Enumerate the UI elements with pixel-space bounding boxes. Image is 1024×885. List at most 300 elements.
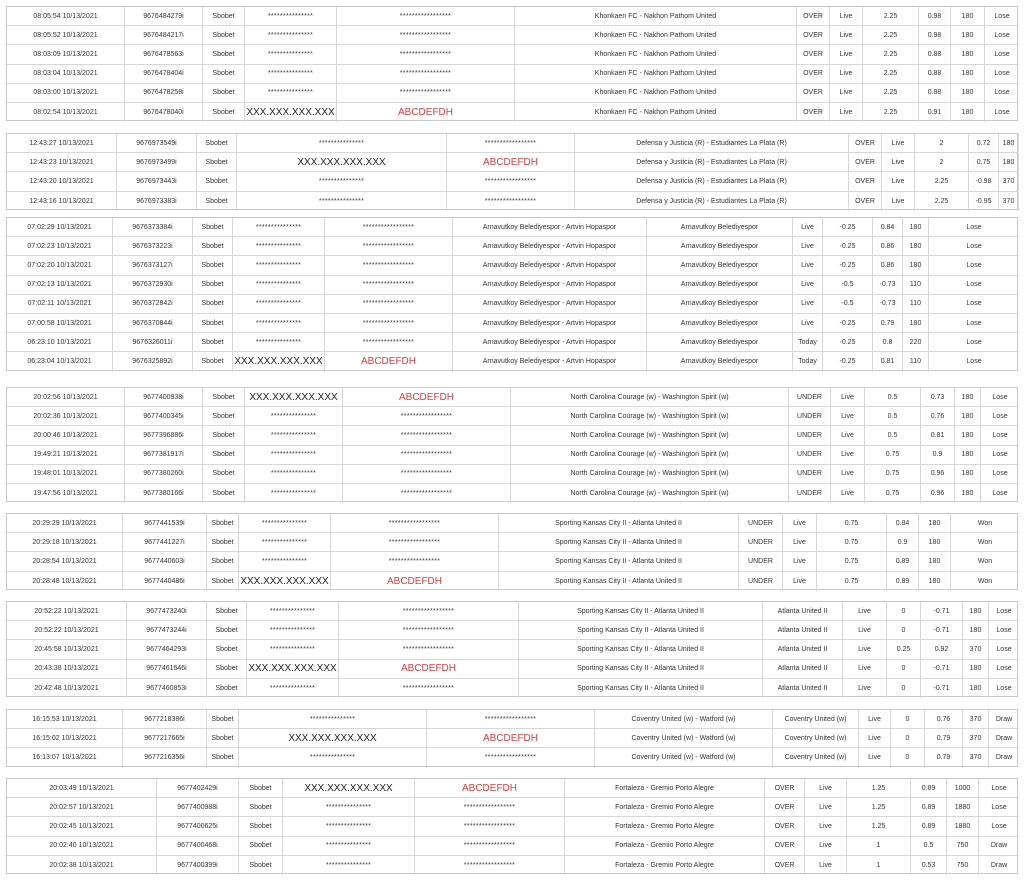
cell-status: Live xyxy=(859,710,891,728)
cell-username: ***************** xyxy=(415,817,565,835)
cell-ip: *************** xyxy=(237,192,447,211)
cell-site: Sbobet xyxy=(207,572,239,591)
cell-time: 07:02:11 10/13/2021 xyxy=(7,295,113,313)
table-row xyxy=(7,256,1017,275)
cell-ip: *************** xyxy=(239,748,427,767)
cell-site: Sbobet xyxy=(193,256,233,274)
cell-ticket-id: 9676973383i xyxy=(117,192,197,211)
cell-result: Lose xyxy=(994,12,1010,20)
cell-username: ABCDEFDH xyxy=(447,153,575,171)
cell-result: Draw xyxy=(995,715,1013,723)
cell-username: ***************** xyxy=(337,45,515,63)
cell-time: 16:15:53 10/13/2021 xyxy=(7,710,123,728)
table-row xyxy=(7,779,1017,798)
table-row xyxy=(7,192,1017,211)
cell-result: Lose xyxy=(996,645,1012,653)
cell-odds: 0.88 xyxy=(919,45,951,63)
cell-bet-type: UNDER xyxy=(789,446,831,464)
cell-handicap: -0.25 xyxy=(823,352,873,371)
cell-result: Lose xyxy=(992,470,1008,478)
cell-bet-type: UNDER xyxy=(789,465,831,483)
cell-result: Lose xyxy=(966,261,982,269)
cell-handicap: 1.25 xyxy=(847,817,911,835)
cell-handicap: 1.25 xyxy=(847,779,911,797)
cell-bet-type: Arnavutkoy Belediyespor xyxy=(647,295,793,313)
cell-username: ***************** xyxy=(325,295,453,313)
cell-username: ***************** xyxy=(339,679,519,698)
table-row xyxy=(7,65,1017,84)
cell-stake: 180 xyxy=(951,84,985,102)
cell-stake: 180 xyxy=(951,45,985,63)
cell-ticket-id: 9677400468i xyxy=(157,837,239,855)
cell-username: ABCDEFDH xyxy=(331,572,499,591)
cell-username: ***************** xyxy=(447,192,575,211)
cell-status: Today xyxy=(793,333,823,351)
cell-username: ***************** xyxy=(337,26,515,44)
table-row xyxy=(7,153,1017,172)
cell-site: Sbobet xyxy=(203,465,245,483)
cell-match: North Carolina Courage (w) - Washington Spirit (w) xyxy=(511,426,789,444)
cell-status: Live xyxy=(843,660,887,678)
cell-handicap: 0.5 xyxy=(865,388,921,406)
table-row xyxy=(7,572,1017,591)
cell-time: 07:02:29 10/13/2021 xyxy=(7,218,113,236)
cell-stake: 180 xyxy=(955,388,981,406)
cell-site: Sbobet xyxy=(207,621,247,639)
cell-odds: 0.98 xyxy=(919,26,951,44)
cell-bet-type: OVER xyxy=(849,134,882,152)
cell-match: Khonkaen FC - Nakhon Pathom United xyxy=(515,7,797,25)
table-row xyxy=(7,407,1017,426)
cell-ticket-id: 9676478563i xyxy=(125,45,203,63)
cell-status: Live xyxy=(793,276,823,294)
cell-handicap: 0 xyxy=(891,748,925,767)
table-row xyxy=(7,465,1017,484)
cell-ticket-id: 9676478040i xyxy=(125,103,203,122)
cell-username: ***************** xyxy=(337,7,515,25)
cell-ticket-id: 9677473240i xyxy=(127,602,207,620)
cell-result: Lose xyxy=(966,281,982,289)
cell-time: 20:02:45 10/13/2021 xyxy=(7,817,157,835)
cell-status: Live xyxy=(830,84,863,102)
cell-ip: *************** xyxy=(233,333,325,351)
cell-stake: 180 xyxy=(963,621,989,639)
cell-ticket-id: 9677441539i xyxy=(123,514,207,532)
cell-username: ***************** xyxy=(447,172,575,190)
cell-ip: XXX.XXX.XXX.XXX xyxy=(247,660,339,678)
cell-result: Lose xyxy=(994,70,1010,78)
cell-match: Fortaleza - Gremio Porto Alegre xyxy=(565,856,765,875)
cell-status: Live xyxy=(882,153,915,171)
cell-status: Live xyxy=(831,407,865,425)
cell-ticket-id: 9676973499i xyxy=(117,153,197,171)
cell-time: 08:05:54 10/13/2021 xyxy=(7,7,125,25)
cell-handicap: 2.25 xyxy=(863,65,919,83)
cell-odds: 0.88 xyxy=(919,84,951,102)
table-row xyxy=(7,237,1017,256)
cell-odds: -0.98 xyxy=(969,172,999,190)
cell-odds: 0.73 xyxy=(921,388,955,406)
cell-stake: 180 xyxy=(951,65,985,83)
cell-username: ***************** xyxy=(339,602,519,620)
cell-site: Sbobet xyxy=(207,748,239,767)
cell-handicap: 0.5 xyxy=(865,426,921,444)
table-row xyxy=(7,679,1017,698)
cell-stake: 1880 xyxy=(947,798,979,816)
cell-site: Sbobet xyxy=(203,407,245,425)
cell-stake: 180 xyxy=(903,218,929,236)
cell-handicap: -0.25 xyxy=(823,237,873,255)
cell-time: 12:43:20 10/13/2021 xyxy=(7,172,117,190)
cell-stake: 180 xyxy=(955,465,981,483)
cell-odds: 0.88 xyxy=(919,65,951,83)
cell-ticket-id: 9677461646i xyxy=(127,660,207,678)
cell-status: Live xyxy=(830,65,863,83)
cell-bet-type: Arnavutkoy Belediyespor xyxy=(647,237,793,255)
cell-odds: 0.76 xyxy=(925,710,963,728)
cell-site: Sbobet xyxy=(203,446,245,464)
cell-bet-type: Arnavutkoy Belediyespor xyxy=(647,314,793,332)
cell-odds: -0.71 xyxy=(921,602,963,620)
cell-status: Live xyxy=(793,237,823,255)
cell-site: Sbobet xyxy=(203,26,245,44)
cell-ticket-id: 9676478404i xyxy=(125,65,203,83)
cell-match: Sporting Kansas City II - Atlanta United II xyxy=(519,660,763,678)
cell-match: Sporting Kansas City II - Atlanta United II xyxy=(519,621,763,639)
cell-ip: *************** xyxy=(237,134,447,152)
cell-match: North Carolina Courage (w) - Washington Spirit (w) xyxy=(511,446,789,464)
cell-handicap: 0.75 xyxy=(817,514,887,532)
cell-bet-type: OVER xyxy=(765,817,805,835)
cell-bet-type: OVER xyxy=(765,837,805,855)
cell-bet-type: Atlanta United II xyxy=(763,679,843,698)
cell-ip: *************** xyxy=(233,314,325,332)
cell-odds: 0.91 xyxy=(919,103,951,122)
cell-odds: 0.98 xyxy=(919,7,951,25)
cell-stake: 370 xyxy=(963,748,989,767)
cell-odds: 0.89 xyxy=(887,572,919,591)
cell-time: 19:47:56 10/13/2021 xyxy=(7,484,125,503)
cell-site: Sbobet xyxy=(193,276,233,294)
cell-ticket-id: 9676484217i xyxy=(125,26,203,44)
cell-site: Sbobet xyxy=(239,837,283,855)
cell-stake: 180 xyxy=(951,7,985,25)
cell-ip: *************** xyxy=(245,7,337,25)
cell-bet-type: OVER xyxy=(797,26,830,44)
cell-status: Live xyxy=(859,748,891,767)
cell-result: Lose xyxy=(966,242,982,250)
cell-handicap: 0 xyxy=(891,710,925,728)
cell-ticket-id: 9676973443i xyxy=(117,172,197,190)
bet-table-defensa xyxy=(6,133,1018,210)
cell-match: Sporting Kansas City II - Atlanta United II xyxy=(519,602,763,620)
cell-match: Arnavutkoy Belediyespor - Artvin Hopaspor xyxy=(453,352,647,371)
cell-site: Sbobet xyxy=(193,314,233,332)
cell-stake: 370 xyxy=(999,172,1019,190)
bet-table-fortaleza xyxy=(6,778,1018,874)
cell-bet-type: OVER xyxy=(765,856,805,875)
cell-result: Lose xyxy=(966,319,982,327)
table-row xyxy=(7,26,1017,45)
cell-status: Live xyxy=(843,602,887,620)
cell-odds: 0.84 xyxy=(887,514,919,532)
cell-ticket-id: 9677216356i xyxy=(123,748,207,767)
cell-handicap: 0.75 xyxy=(817,572,887,591)
cell-ip: *************** xyxy=(239,710,427,728)
cell-ip: *************** xyxy=(233,295,325,313)
cell-handicap: 2.25 xyxy=(863,84,919,102)
cell-result: Lose xyxy=(991,784,1007,792)
cell-stake: 180 xyxy=(903,256,929,274)
cell-ip: *************** xyxy=(247,621,339,639)
cell-time: 16:13:07 10/13/2021 xyxy=(7,748,123,767)
cell-time: 19:48:01 10/13/2021 xyxy=(7,465,125,483)
cell-result: Lose xyxy=(992,490,1008,498)
cell-ip: *************** xyxy=(245,26,337,44)
cell-ticket-id: 9676973549i xyxy=(117,134,197,152)
cell-ticket-id: 9676484279i xyxy=(125,7,203,25)
cell-handicap: 0 xyxy=(891,729,925,747)
cell-result: Draw xyxy=(995,734,1013,742)
cell-status: Live xyxy=(831,388,865,406)
cell-ticket-id: 9677400938i xyxy=(125,388,203,406)
cell-match: Khonkaen FC - Nakhon Pathom United xyxy=(515,45,797,63)
cell-site: Sbobet xyxy=(193,295,233,313)
cell-username: ***************** xyxy=(447,134,575,152)
cell-site: Sbobet xyxy=(203,426,245,444)
cell-result: Lose xyxy=(994,89,1010,97)
cell-ip: XXX.XXX.XXX.XXX xyxy=(233,352,325,371)
table-row xyxy=(7,533,1017,552)
cell-site: Sbobet xyxy=(239,779,283,797)
cell-result: Lose xyxy=(966,300,982,308)
cell-ip: *************** xyxy=(245,484,343,503)
cell-odds: 0.81 xyxy=(873,352,903,371)
cell-result: Won xyxy=(977,538,993,546)
cell-ip: XXX.XXX.XXX.XXX xyxy=(245,103,337,122)
cell-odds: 0.9 xyxy=(921,446,955,464)
cell-match: Coventry United (w) - Watford (w) xyxy=(595,729,773,747)
cell-match: Fortaleza - Gremio Porto Alegre xyxy=(565,798,765,816)
cell-status: Live xyxy=(783,552,817,570)
cell-ip: *************** xyxy=(239,514,331,532)
cell-result: Draw xyxy=(990,842,1008,850)
cell-handicap: 0 xyxy=(887,621,921,639)
cell-ticket-id: 9676373384i xyxy=(113,218,193,236)
cell-match: Sporting Kansas City II - Atlanta United II xyxy=(519,679,763,698)
cell-status: Live xyxy=(831,484,865,503)
cell-stake: 180 xyxy=(955,484,981,503)
cell-odds: 0.96 xyxy=(921,465,955,483)
cell-odds: -0.95 xyxy=(969,192,999,211)
cell-ip: *************** xyxy=(233,237,325,255)
cell-status: Live xyxy=(843,640,887,658)
cell-match: Defensa y Justicia (R) - Estudiantes La Plata (R) xyxy=(575,192,849,211)
cell-stake: 370 xyxy=(963,640,989,658)
cell-ticket-id: 9677460853i xyxy=(127,679,207,698)
cell-ticket-id: 9677473244i xyxy=(127,621,207,639)
cell-site: Sbobet xyxy=(207,533,239,551)
cell-ip: *************** xyxy=(283,856,415,875)
cell-stake: 180 xyxy=(999,153,1019,171)
cell-ticket-id: 9677400345i xyxy=(125,407,203,425)
cell-username: ***************** xyxy=(339,640,519,658)
cell-result: Lose xyxy=(992,431,1008,439)
cell-result: Won xyxy=(977,557,993,565)
cell-status: Live xyxy=(805,779,847,797)
cell-match: Coventry United (w) - Watford (w) xyxy=(595,710,773,728)
cell-status: Live xyxy=(882,192,915,211)
cell-ticket-id: 9677380166i xyxy=(125,484,203,503)
cell-stake: 180 xyxy=(963,602,989,620)
cell-time: 07:02:23 10/13/2021 xyxy=(7,237,113,255)
cell-site: Sbobet xyxy=(207,514,239,532)
table-row xyxy=(7,602,1017,621)
cell-site: Sbobet xyxy=(239,856,283,875)
table-row xyxy=(7,295,1017,314)
cell-username: ***************** xyxy=(325,256,453,274)
table-row xyxy=(7,798,1017,817)
cell-handicap: 0.25 xyxy=(887,640,921,658)
cell-ip: *************** xyxy=(245,446,343,464)
cell-ip: *************** xyxy=(233,218,325,236)
cell-time: 08:02:54 10/13/2021 xyxy=(7,103,125,122)
cell-result: Lose xyxy=(992,412,1008,420)
cell-bet-type: OVER xyxy=(797,103,830,122)
cell-stake: 180 xyxy=(955,426,981,444)
cell-result: Lose xyxy=(991,803,1007,811)
cell-match: Defensa y Justicia (R) - Estudiantes La Plata (R) xyxy=(575,172,849,190)
cell-time: 20:02:36 10/13/2021 xyxy=(7,407,125,425)
table-row xyxy=(7,748,1017,767)
cell-odds: 0.76 xyxy=(921,407,955,425)
cell-username: ***************** xyxy=(343,407,511,425)
cell-site: Sbobet xyxy=(193,352,233,371)
cell-result: Lose xyxy=(996,626,1012,634)
table-row xyxy=(7,314,1017,333)
cell-username: ABCDEFDH xyxy=(427,729,595,747)
cell-bet-type: UNDER xyxy=(789,484,831,503)
cell-username: ***************** xyxy=(415,837,565,855)
cell-status: Live xyxy=(830,7,863,25)
cell-odds: 0.75 xyxy=(969,153,999,171)
table-row xyxy=(7,484,1017,503)
cell-ip: *************** xyxy=(239,552,331,570)
cell-result: Lose xyxy=(991,822,1007,830)
table-row xyxy=(7,276,1017,295)
cell-site: Sbobet xyxy=(203,7,245,25)
cell-ip: XXX.XXX.XXX.XXX xyxy=(283,779,415,797)
cell-time: 12:43:23 10/13/2021 xyxy=(7,153,117,171)
cell-site: Sbobet xyxy=(203,484,245,503)
cell-username: ***************** xyxy=(337,84,515,102)
cell-match: Khonkaen FC - Nakhon Pathom United xyxy=(515,103,797,122)
cell-ticket-id: 9677218386i xyxy=(123,710,207,728)
cell-odds: -0.71 xyxy=(921,679,963,698)
cell-ticket-id: 9677380260i xyxy=(125,465,203,483)
cell-time: 20:02:57 10/13/2021 xyxy=(7,798,157,816)
cell-result: Draw xyxy=(990,861,1008,869)
cell-ip: *************** xyxy=(245,65,337,83)
cell-status: Live xyxy=(882,134,915,152)
cell-match: Khonkaen FC - Nakhon Pathom United xyxy=(515,84,797,102)
cell-stake: 180 xyxy=(963,679,989,698)
cell-match: Arnavutkoy Belediyespor - Artvin Hopaspor xyxy=(453,218,647,236)
cell-ticket-id: 9677217665i xyxy=(123,729,207,747)
cell-status: Live xyxy=(830,103,863,122)
cell-bet-type: OVER xyxy=(849,153,882,171)
cell-match: Fortaleza - Gremio Porto Alegre xyxy=(565,837,765,855)
cell-time: 07:02:13 10/13/2021 xyxy=(7,276,113,294)
table-row xyxy=(7,621,1017,640)
cell-time: 06:23:10 10/13/2021 xyxy=(7,333,113,351)
cell-site: Sbobet xyxy=(197,153,237,171)
cell-ticket-id: 9677396886i xyxy=(125,426,203,444)
cell-match: Sporting Kansas City II - Atlanta United II xyxy=(499,572,739,591)
cell-ticket-id: 9677440603i xyxy=(123,552,207,570)
bet-table-coventry xyxy=(6,709,1018,767)
cell-time: 08:05:52 10/13/2021 xyxy=(7,26,125,44)
cell-stake: 180 xyxy=(919,572,951,591)
cell-odds: 0.8 xyxy=(873,333,903,351)
cell-bet-type: Atlanta United II xyxy=(763,602,843,620)
cell-match: North Carolina Courage (w) - Washington Spirit (w) xyxy=(511,465,789,483)
cell-bet-type: UNDER xyxy=(789,426,831,444)
bet-table-khonkaen xyxy=(6,6,1018,121)
cell-odds: 0.79 xyxy=(873,314,903,332)
cell-time: 20:02:38 10/13/2021 xyxy=(7,856,157,875)
cell-username: ***************** xyxy=(325,218,453,236)
cell-stake: 180 xyxy=(919,533,951,551)
cell-match: Arnavutkoy Belediyespor - Artvin Hopaspor xyxy=(453,314,647,332)
cell-stake: 180 xyxy=(951,26,985,44)
cell-stake: 180 xyxy=(919,552,951,570)
cell-site: Sbobet xyxy=(207,660,247,678)
cell-match: North Carolina Courage (w) - Washington Spirit (w) xyxy=(511,388,789,406)
cell-ticket-id: 9676373223i xyxy=(113,237,193,255)
cell-bet-type: Arnavutkoy Belediyespor xyxy=(647,276,793,294)
table-row xyxy=(7,7,1017,26)
cell-result: Lose xyxy=(992,451,1008,459)
cell-ticket-id: 9677441227i xyxy=(123,533,207,551)
cell-site: Sbobet xyxy=(203,388,245,406)
table-row xyxy=(7,45,1017,64)
cell-time: 20:45:58 10/13/2021 xyxy=(7,640,127,658)
cell-handicap: 0.75 xyxy=(865,446,921,464)
cell-ip: *************** xyxy=(233,276,325,294)
cell-result: Won xyxy=(977,519,993,527)
cell-time: 06:23:04 10/13/2021 xyxy=(7,352,113,371)
cell-odds: 0.5 xyxy=(911,837,947,855)
cell-username: ABCDEFDH xyxy=(415,779,565,797)
cell-site: Sbobet xyxy=(193,333,233,351)
cell-match: Fortaleza - Gremio Porto Alegre xyxy=(565,817,765,835)
cell-match: Defensa y Justicia (R) - Estudiantes La Plata (R) xyxy=(575,153,849,171)
cell-match: Arnavutkoy Belediyespor - Artvin Hopaspor xyxy=(453,256,647,274)
cell-match: Defensa y Justicia (R) - Estudiantes La Plata (R) xyxy=(575,134,849,152)
cell-status: Live xyxy=(830,45,863,63)
table-row xyxy=(7,446,1017,465)
cell-stake: 180 xyxy=(963,660,989,678)
cell-time: 20:42:48 10/13/2021 xyxy=(7,679,127,698)
cell-bet-type: Coventry United (w) xyxy=(773,710,859,728)
bet-table-carolina xyxy=(6,387,1018,502)
cell-result: Lose xyxy=(966,358,982,366)
cell-username: ***************** xyxy=(331,533,499,551)
cell-username: ABCDEFDH xyxy=(339,660,519,678)
cell-match: Arnavutkoy Belediyespor - Artvin Hopaspor xyxy=(453,295,647,313)
cell-status: Live xyxy=(793,218,823,236)
